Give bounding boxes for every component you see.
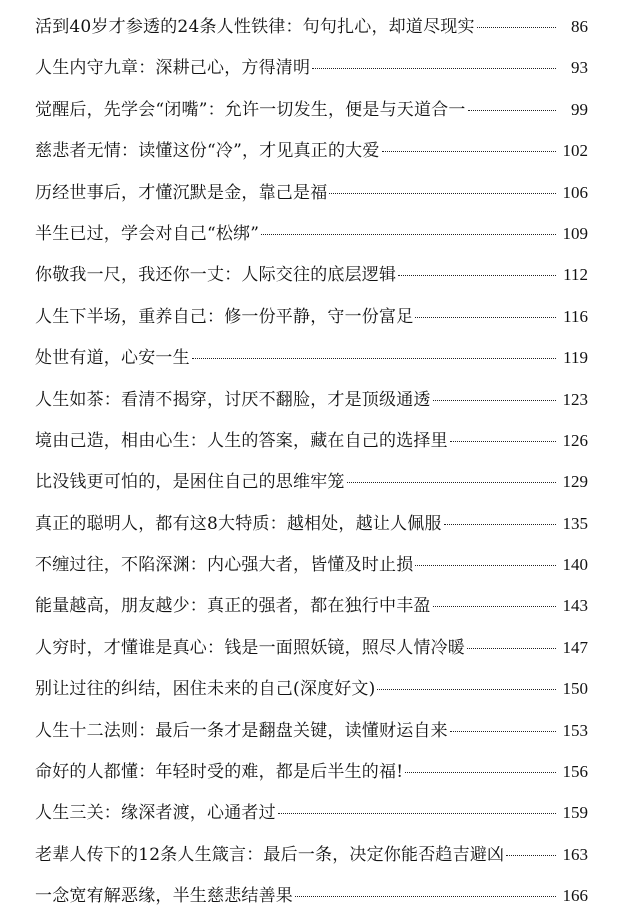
dot-leader [382, 151, 556, 152]
dot-leader [295, 896, 556, 897]
toc-entry-title: 能量越高，朋友越少：真正的强者，都在独行中丰盈 [35, 596, 431, 617]
toc-entry[interactable] [0, 792, 620, 833]
dot-leader [278, 813, 556, 814]
toc-entry-page-number: 93 [571, 58, 588, 78]
toc-entry-title: 真正的聪明人，都有这8大特质：越相处，越让人佩服 [35, 513, 442, 534]
toc-entry[interactable] [0, 296, 620, 337]
toc-entry-page-number: 153 [562, 720, 588, 740]
toc-entry-page-number: 106 [562, 182, 588, 202]
toc-entry[interactable] [0, 875, 620, 916]
dot-leader [377, 689, 556, 690]
toc-entry-page-number: 109 [562, 223, 588, 243]
toc-entry-title: 人生十二法则：最后一条才是翻盘关键，读懂财运自来 [35, 720, 448, 741]
dot-leader [261, 234, 556, 235]
toc-entry-page-number: 147 [562, 637, 588, 657]
toc-entry[interactable] [0, 503, 620, 544]
toc-entry-title: 比没钱更可怕的，是困住自己的思维牢笼 [35, 472, 345, 493]
dot-leader [450, 731, 556, 732]
dot-leader [312, 68, 556, 69]
dot-leader [506, 855, 556, 856]
toc-entry-title: 半生已过，学会对自己“松绑” [35, 223, 260, 244]
toc-entry-title: 活到40岁才参透的24条人性铁律：句句扎心，却道尽现实 [35, 17, 475, 37]
dot-leader [415, 317, 556, 318]
toc-entry-title: 历经世事后，才懂沉默是金，靠己是福 [35, 182, 328, 203]
toc-entry[interactable] [0, 834, 620, 875]
toc-entry-title: 人生三关：缘深者渡，心通者过 [35, 803, 276, 824]
dot-leader [467, 648, 556, 649]
toc-entry-title: 境由己造，相由心生：人生的答案，藏在自己的选择里 [35, 430, 448, 451]
toc-entry-page-number: 99 [571, 99, 588, 119]
toc-entry-page-number: 102 [562, 141, 588, 161]
toc-entry-page-number: 156 [562, 762, 588, 782]
toc-entry-title: 一念宽宥解恶缘，半生慈悲结善果 [35, 886, 293, 907]
dot-leader [468, 110, 556, 111]
table-of-contents [0, 6, 620, 917]
toc-entry[interactable] [0, 89, 620, 130]
toc-entry-page-number: 116 [563, 306, 588, 326]
dot-leader [329, 193, 556, 194]
toc-entry-title: 慈悲者无情：读懂这份“冷”，才见真正的大爱 [35, 141, 380, 162]
toc-entry-title: 命好的人都懂：年轻时受的难，都是后半生的福! [35, 762, 404, 783]
toc-entry-title: 不缠过往，不陷深渊：内心强大者，皆懂及时止损 [35, 555, 414, 576]
dot-leader [444, 524, 556, 525]
toc-entry-title: 别让过往的纠结，困住未来的自己(深度好文) [35, 679, 376, 700]
toc-entry-title: 处世有道，心安一生 [35, 348, 190, 369]
toc-entry-title: 人穷时，才懂谁是真心：钱是一面照妖镜，照尽人情冷暖 [35, 637, 465, 658]
toc-entry-page-number: 166 [562, 886, 588, 906]
dot-leader [433, 400, 556, 401]
toc-entry[interactable] [0, 585, 620, 626]
toc-entry-title: 老辈人传下的12条人生箴言：最后一条，决定你能否趋吉避凶 [35, 844, 505, 865]
toc-entry[interactable] [0, 461, 620, 502]
toc-entry[interactable] [0, 668, 620, 709]
toc-entry-page-number: 159 [562, 803, 588, 823]
toc-entry-page-number: 119 [563, 348, 588, 368]
toc-entry-page-number: 112 [563, 265, 588, 285]
toc-entry[interactable] [0, 6, 620, 47]
toc-entry-title: 你敬我一尺，我还你一丈：人际交往的底层逻辑 [35, 265, 397, 286]
dot-leader [477, 27, 556, 28]
toc-entry[interactable] [0, 627, 620, 668]
toc-entry-title: 人生如茶：看清不揭穿，讨厌不翻脸，才是顶级通透 [35, 389, 431, 410]
toc-entry[interactable] [0, 47, 620, 88]
toc-entry[interactable] [0, 254, 620, 295]
toc-entry-page-number: 86 [571, 17, 588, 36]
toc-entry-page-number: 143 [562, 596, 588, 616]
toc-entry[interactable] [0, 213, 620, 254]
toc-entry-title: 觉醒后，先学会“闭嘴”：允许一切发生，便是与天道合一 [35, 99, 466, 120]
toc-entry[interactable] [0, 337, 620, 378]
toc-entry[interactable] [0, 379, 620, 420]
toc-entry[interactable] [0, 544, 620, 585]
dot-leader [398, 275, 556, 276]
toc-entry[interactable] [0, 751, 620, 792]
toc-entry-page-number: 129 [562, 472, 588, 492]
dot-leader [347, 482, 556, 483]
dot-leader [450, 441, 556, 442]
toc-entry-title: 人生下半场，重养自己：修一份平静，守一份富足 [35, 306, 414, 327]
toc-entry[interactable] [0, 420, 620, 461]
toc-entry-page-number: 126 [562, 430, 588, 450]
toc-entry[interactable] [0, 130, 620, 171]
toc-entry-page-number: 135 [562, 513, 588, 533]
toc-entry[interactable] [0, 710, 620, 751]
dot-leader [433, 606, 556, 607]
toc-entry[interactable] [0, 172, 620, 213]
toc-entry-page-number: 150 [562, 679, 588, 699]
toc-entry-title: 人生内守九章：深耕己心，方得清明 [35, 58, 311, 79]
toc-entry-page-number: 123 [562, 389, 588, 409]
dot-leader [415, 565, 556, 566]
toc-entry-page-number: 163 [562, 844, 588, 864]
dot-leader [192, 358, 556, 359]
toc-entry-page-number: 140 [562, 555, 588, 575]
dot-leader [405, 772, 556, 773]
